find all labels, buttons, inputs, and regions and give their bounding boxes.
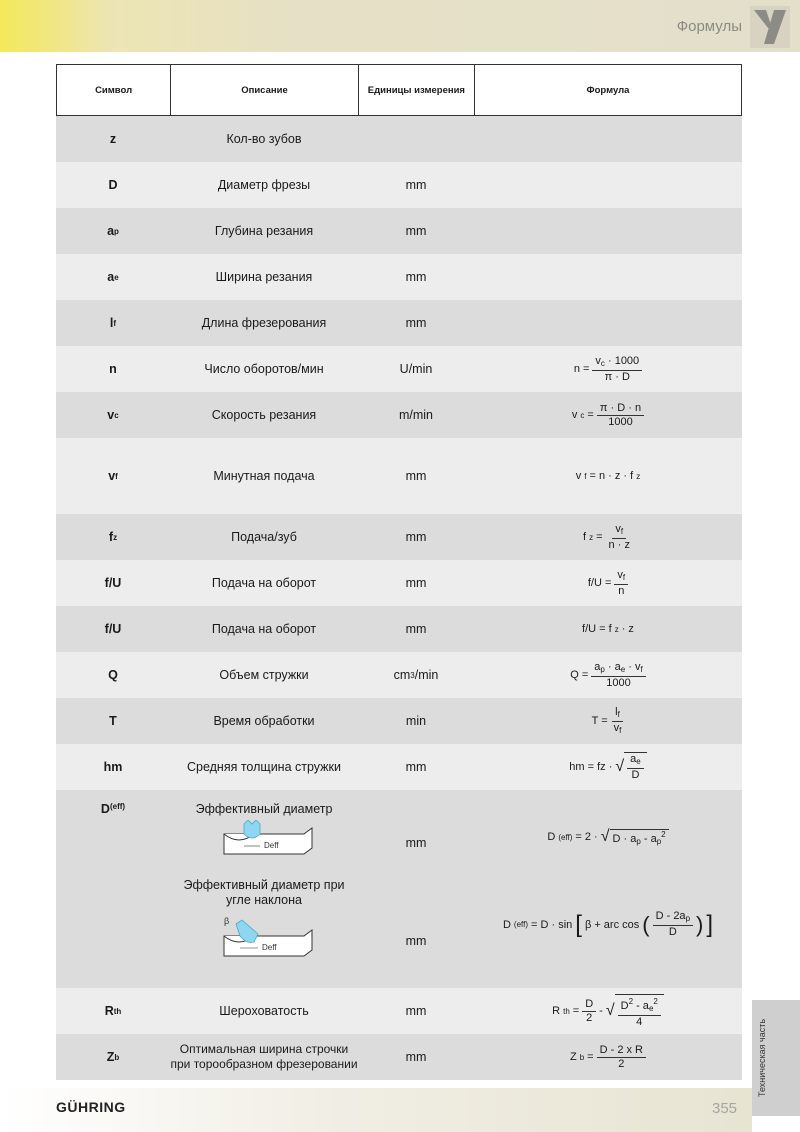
deff-diagram-icon	[214, 820, 314, 860]
symbol-cell: f/U	[104, 576, 122, 590]
formula-cell	[474, 790, 742, 988]
formula-deff-angle: D (eff) = D · sin [ β + arc cos ( $\frac{D - 2a_p}{D}$ ) ]	[502, 910, 714, 938]
symbol-cell: R th	[104, 1004, 122, 1018]
unit-cell: min	[405, 714, 427, 728]
description-cell: Минутная подача	[213, 469, 315, 483]
formula-deff: D (eff) = 2 · √ $D \cdot a_p - a_p^2$	[547, 828, 668, 846]
table-row	[56, 254, 742, 300]
header-bar	[0, 0, 800, 52]
symbol-cell: l f	[109, 316, 117, 330]
table-row	[56, 162, 742, 208]
column-header-unit: Единицы измерения	[359, 65, 475, 115]
unit-cell: mm	[405, 1004, 427, 1018]
brand-logo-icon	[750, 6, 790, 48]
page-number: 355	[712, 1100, 738, 1117]
formula-vc: v c = $\frac{\pi \cdot D \cdot n}{1000}$	[572, 402, 644, 429]
formula-cell	[474, 523, 742, 552]
description-cell: Ширина резания	[215, 270, 313, 284]
description-cell: Диаметр фрезы	[217, 178, 311, 192]
table-row	[56, 988, 742, 1034]
formula-table	[56, 64, 742, 1080]
description-cell: Средняя толщина стружки	[186, 760, 341, 774]
symbol-cell: a e	[107, 270, 119, 284]
svg-text:β: β	[224, 916, 230, 926]
formula-cell	[474, 623, 742, 635]
table-row	[56, 392, 742, 438]
table-row	[56, 652, 742, 698]
symbol-cell: f/U	[104, 622, 122, 636]
formula-fz: f z = $\frac{v_f}{n \cdot z}$	[583, 522, 630, 551]
description-cell: Время обработки	[213, 714, 315, 728]
formula-Q: Q = $\frac{a_p \cdot a_e \cdot v_f}{1000}$	[570, 661, 646, 690]
table-row	[56, 116, 742, 162]
unit-cell: mm	[405, 316, 427, 330]
formula-fU-2: f/U = f z · z	[582, 623, 634, 635]
unit-deff: mm	[405, 836, 427, 850]
unit-cell: U/min	[399, 362, 433, 376]
description-cell: Глубина резания	[214, 224, 314, 238]
unit-cell: mm	[405, 469, 427, 483]
formula-vf: v f = n · z · f z	[575, 470, 641, 482]
unit-cell: mm	[405, 622, 427, 636]
table-row	[56, 514, 742, 560]
formula-cell	[474, 355, 742, 384]
symbol-cell: D (eff)	[100, 802, 126, 816]
description-cell: Скорость резания	[211, 408, 317, 422]
table-row	[56, 698, 742, 744]
symbol-cell: Q	[108, 668, 118, 682]
unit-cell: m/min	[398, 408, 434, 422]
description-cell	[170, 790, 358, 988]
table-row	[56, 1034, 742, 1080]
formula-cell	[474, 402, 742, 429]
description-cell: Кол-во зубов	[226, 132, 302, 146]
symbol-cell: z	[109, 132, 117, 146]
deff-angle-diagram-icon	[214, 914, 314, 962]
unit-deff-angle: mm	[405, 934, 427, 948]
formula-Rth: R th = $\frac{D}{2}$ - √ $\frac{D^2 - a_e^2}{4}$	[552, 994, 664, 1029]
table-header	[56, 64, 742, 116]
description-cell: Длина фрезерования	[201, 316, 327, 330]
unit-cell: mm	[405, 270, 427, 284]
column-header-description: Описание	[171, 65, 359, 115]
description-cell: Объем стружки	[219, 668, 309, 682]
description-cell: Подача/зуб	[231, 530, 297, 544]
symbol-cell: v c	[107, 408, 119, 422]
page-title: Формулы	[676, 18, 742, 35]
unit-cell: mm	[405, 576, 427, 590]
symbol-cell: v f	[108, 469, 118, 483]
unit-cell: cm 3 /min	[393, 668, 439, 682]
symbol-cell: n	[109, 362, 117, 376]
symbol-cell: D	[108, 178, 118, 192]
table-row	[56, 606, 742, 652]
column-header-symbol: Символ	[57, 65, 171, 115]
formula-cell	[474, 470, 742, 482]
symbol-cell: f z	[108, 530, 118, 544]
symbol-cell: Z b	[106, 1050, 120, 1064]
side-tab-label: Техническая часть	[757, 1019, 767, 1098]
formula-Zb: Z b = $\frac{\text{D - 2 x R}}{2}$	[570, 1044, 646, 1071]
symbol-cell: T	[109, 714, 117, 728]
formula-n: n = $\frac{v_c \cdot 1000}{\pi \cdot D}$	[574, 355, 642, 384]
footer-brand-logo: GÜHRING	[56, 1099, 126, 1115]
column-header-formula: Формула	[586, 84, 630, 96]
unit-cell: mm	[405, 760, 427, 774]
formula-cell	[474, 1044, 742, 1071]
formula-T: T = $\frac{l_f}{v_f}$	[591, 705, 622, 735]
svg-text:Deff: Deff	[264, 841, 279, 850]
formula-cell	[474, 752, 742, 782]
table-row	[56, 208, 742, 254]
unit-cell	[358, 790, 474, 988]
unit-cell: mm	[405, 178, 427, 192]
symbol-cell: hm	[103, 760, 123, 774]
description-cell: Подача на оборот	[211, 622, 317, 636]
unit-cell: mm	[405, 530, 427, 544]
description-cell: Число оборотов/мин	[204, 362, 324, 376]
unit-cell: mm	[405, 224, 427, 238]
description-cell: Оптимальная ширина строчки при торообразном фрезеровании	[170, 1042, 358, 1071]
formula-hm: hm = fz · √ $\frac{a_e}{D}$	[569, 752, 646, 782]
formula-cell	[474, 994, 742, 1029]
table-row	[56, 438, 742, 514]
table-row	[56, 346, 742, 392]
formula-fU-1: f/U = $\frac{v_f}{n}$	[588, 569, 628, 598]
unit-cell: mm	[405, 1050, 427, 1064]
formula-cell	[474, 569, 742, 598]
svg-text:Deff: Deff	[262, 943, 277, 952]
formula-cell	[474, 706, 742, 737]
table-row	[56, 300, 742, 346]
formula-cell	[474, 661, 742, 690]
description-cell: Шероховатость	[219, 1004, 309, 1018]
description-deff: Эффективный диаметр	[195, 802, 333, 816]
table-row	[56, 790, 742, 988]
description-cell: Подача на оборот	[211, 576, 317, 590]
symbol-cell: a p	[107, 224, 119, 238]
description-deff-angle: Эффективный диаметр при угле наклона	[183, 878, 345, 907]
table-row	[56, 560, 742, 606]
table-row	[56, 744, 742, 790]
